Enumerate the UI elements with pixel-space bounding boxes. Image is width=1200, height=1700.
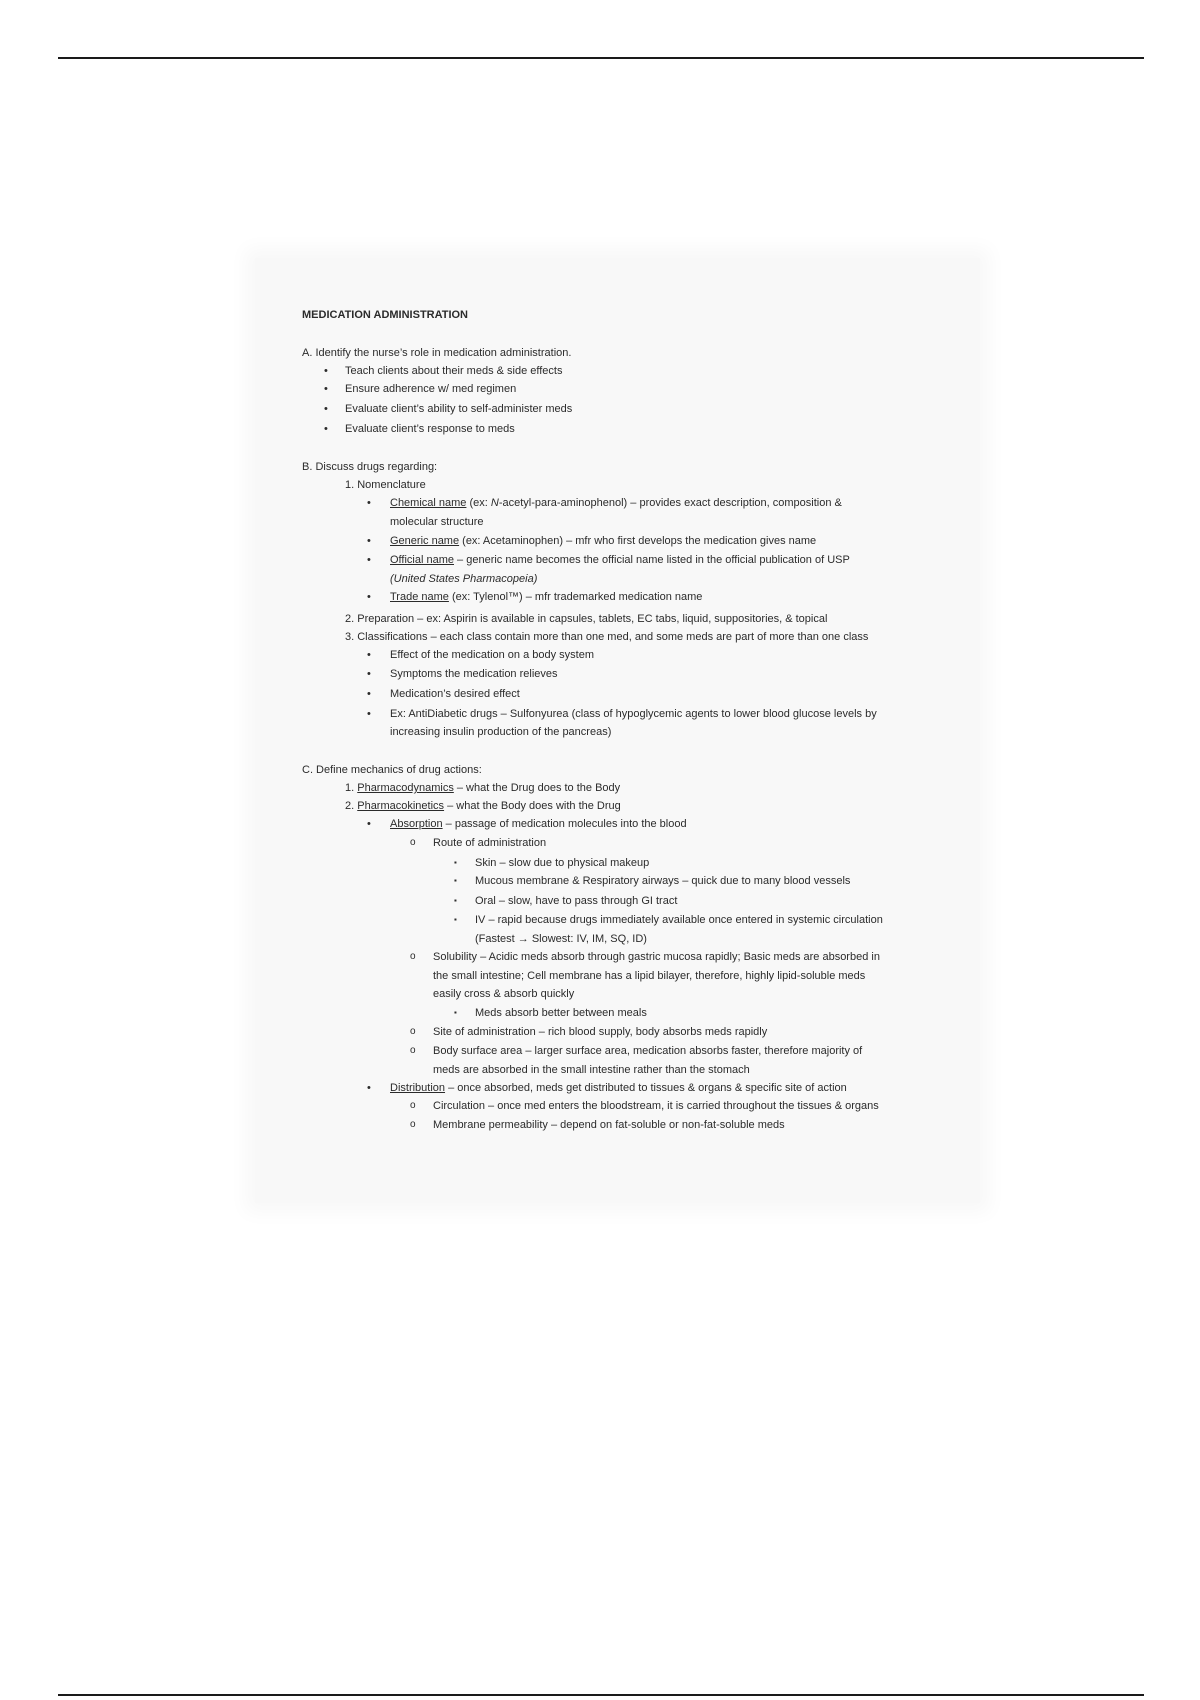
bullet-icon: • [367, 708, 371, 720]
bullet-icon: • [324, 365, 328, 377]
bullet-icon: • [367, 535, 371, 547]
circle-bullet-icon: o [410, 837, 416, 848]
text-fragment: N [490, 497, 499, 509]
bullet-icon: • [367, 497, 371, 509]
list-item-official-name [390, 551, 850, 569]
distribution-item [390, 1079, 847, 1097]
bullet-icon: • [324, 403, 328, 415]
list-item-trade-name [390, 588, 702, 606]
bullet-icon: • [367, 668, 371, 680]
text-fragment: 2. [345, 800, 358, 812]
list-item-continuation: increasing insulin production of the pancreas) [390, 726, 612, 738]
list-item: Medication’s desired effect [390, 688, 520, 700]
circle-bullet-icon: o [410, 1026, 416, 1037]
section-a-heading: A. Identify the nurse’s role in medication administration. [302, 347, 572, 359]
text-fragment: -acetyl-para-aminophenol) – provides exact description, composition & [498, 497, 842, 509]
circulation-item: Circulation – once med enters the bloodstream, it is carried throughout the tissues & organs [433, 1100, 879, 1112]
list-item: Skin – slow due to physical makeup [475, 857, 650, 869]
square-bullet-icon: ▪ [454, 1008, 457, 1017]
bsa-item: Body surface area – larger surface area, medication absorbs faster, therefore majority of [433, 1045, 863, 1057]
route-label: Route of administration [433, 837, 547, 849]
text-fragment: 1. [345, 782, 358, 794]
section-b-heading: B. Discuss drugs regarding: [302, 461, 438, 473]
bullet-icon: • [367, 688, 371, 700]
bullet-icon: • [367, 649, 371, 661]
list-item: Ensure adherence w/ med regimen [345, 383, 517, 395]
term-pharmacokinetics: Pharmacokinetics [357, 800, 445, 812]
term-pharmacodynamics: Pharmacodynamics [357, 782, 454, 794]
square-bullet-icon: ▪ [454, 896, 457, 905]
list-item: Ex: AntiDiabetic drugs – Sulfonyurea (class of hypoglycemic agents to lower blood glucose levels by [390, 708, 877, 720]
list-item: Symptoms the medication relieves [390, 668, 558, 680]
circle-bullet-icon: o [410, 1119, 416, 1130]
square-bullet-icon: ▪ [454, 876, 457, 885]
pharmacokinetics-item [345, 797, 621, 815]
text-fragment: – what the Body does with the Drug [444, 800, 621, 812]
bullet-icon: • [367, 554, 371, 566]
bullet-icon: • [324, 423, 328, 435]
circle-bullet-icon: o [410, 1045, 416, 1056]
list-item: Evaluate client’s response to meds [345, 423, 515, 435]
pharmacodynamics-item [345, 779, 620, 797]
list-item: Mucous membrane & Respiratory airways – quick due to many blood vessels [475, 875, 851, 887]
term-distribution: Distribution [390, 1082, 446, 1094]
list-item-continuation: meds are absorbed in the small intestine rather than the stomach [433, 1064, 750, 1076]
term-generic-name: Generic name [390, 535, 460, 547]
document-page [255, 258, 980, 1203]
list-item: IV – rapid because drugs immediately available once entered in systemic circulation [475, 914, 883, 926]
classifications-label: 3. Classifications – each class contain more than one med, and some meds are part of more than one class [345, 631, 869, 643]
text-fragment: (ex: Tylenol™) – mfr trademarked medication name [448, 591, 703, 603]
list-item: Oral – slow, have to pass through GI tract [475, 895, 678, 907]
text-fragment: – what the Drug does to the Body [453, 782, 621, 794]
list-item-continuation: the small intestine; Cell membrane has a lipid bilayer, therefore, highly lipid-soluble meds [433, 970, 866, 982]
list-item-continuation: (United States Pharmacopeia) [390, 573, 538, 585]
list-item-continuation: (Fastest → Slowest: IV, IM, SQ, ID) [475, 933, 647, 945]
term-official-name: Official name [390, 554, 454, 566]
text-fragment: – passage of medication molecules into the blood [442, 818, 687, 830]
list-item-chemical-name [390, 494, 842, 512]
section-c-heading: C. Define mechanics of drug actions: [302, 764, 482, 776]
list-item: Evaluate client’s ability to self-administer meds [345, 403, 573, 415]
header-rule [58, 57, 1144, 59]
absorption-item [390, 815, 687, 833]
text-fragment: (ex: Acetaminophen) – mfr who first develops the medication gives name [459, 535, 817, 547]
bullet-icon: • [367, 818, 371, 830]
bullet-icon: • [367, 591, 371, 603]
text-fragment: – generic name becomes the official name listed in the official publication of USP [454, 554, 850, 566]
list-item-continuation: easily cross & absorb quickly [433, 988, 575, 1000]
bullet-icon: • [367, 1082, 371, 1094]
list-item: Meds absorb better between meals [475, 1007, 647, 1019]
membrane-item: Membrane permeability – depend on fat-soluble or non-fat-soluble meds [433, 1119, 785, 1131]
list-item: Effect of the medication on a body system [390, 649, 595, 661]
list-item-continuation: molecular structure [390, 516, 484, 528]
solubility-item: Solubility – Acidic meds absorb through gastric mucosa rapidly; Basic meds are absorbed in [433, 951, 880, 963]
circle-bullet-icon: o [410, 951, 416, 962]
text-fragment: – once absorbed, meds get distributed to tissues & organs & specific site of action [445, 1082, 847, 1094]
site-item: Site of administration – rich blood supply, body absorbs meds rapidly [433, 1026, 768, 1038]
term-trade-name: Trade name [390, 591, 449, 603]
bullet-icon: • [324, 383, 328, 395]
square-bullet-icon: ▪ [454, 915, 457, 924]
list-item: Teach clients about their meds & side effects [345, 365, 563, 377]
circle-bullet-icon: o [410, 1100, 416, 1111]
term-absorption: Absorption [390, 818, 443, 830]
nomenclature-label: 1. Nomenclature [345, 479, 426, 491]
square-bullet-icon: ▪ [454, 858, 457, 867]
text-fragment: (ex: [466, 497, 491, 509]
list-item-generic-name [390, 532, 816, 550]
document-title: MEDICATION ADMINISTRATION [302, 309, 469, 321]
preparation-item: 2. Preparation – ex: Aspirin is available in capsules, tablets, EC tabs, liquid, suppositories, & topical [345, 613, 828, 625]
term-chemical-name: Chemical name [390, 497, 467, 509]
footer-rule [58, 1694, 1144, 1696]
